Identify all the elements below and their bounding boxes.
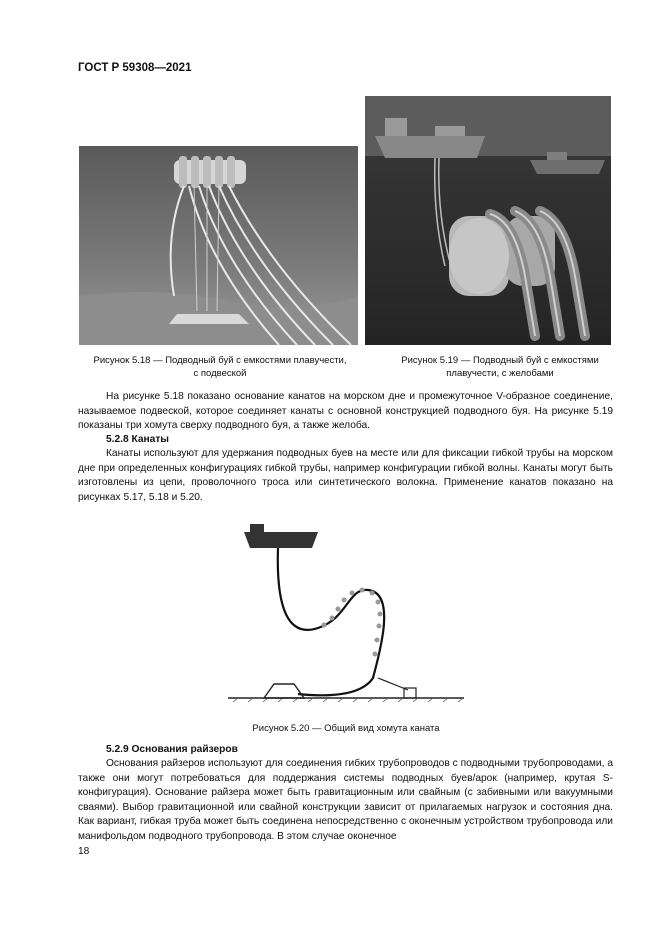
section-heading-5-2-8: 5.2.8 Канаты (106, 434, 170, 445)
paragraph-text: Основания райзеров используют для соединения гибких трубопроводов с подводными трубопроводами, а также они могут потребоваться для поддержания системы подводных буев/арок (например, крутая S-конфигурация). Основание райзера может быть гравитационным или свайным (с забивными или вакуумными сваями). Выбор гравитационной или свайной конструкции зависит от прилагаемых нагрузок и состояния дна. Как вариант, гибкая труба может быть соединена непосредственно с оконечным устройством трубопровода или манифольдом подводного трубопровода. В этом случае оконечное (78, 758, 613, 842)
paragraph-figures-description (78, 390, 613, 434)
section-heading-5-2-9: 5.2.9 Основания райзеров (106, 744, 238, 755)
figure-5-20-caption: Рисунок 5.20 — Общий вид хомута каната (252, 723, 440, 734)
rope-clamp-diagram (228, 518, 464, 714)
caption-line: Рисунок 5.18 — Подводный буй с емкостями плавучести, (93, 355, 347, 366)
paragraph-text: Канаты используют для удержания подводных буев на месте или для фиксации гибкой трубы на морском дне при определенных конфигурациях гибкой трубы, например конфигурации гибкой волны. Канаты могут быть изготовлены из цепи, проволочного троса или синтетического волокна. Применение канатов показано на рисунках 5.17, 5.18 и 5.20. (78, 448, 613, 503)
caption-line: Рисунок 5.19 — Подводный буй с емкостями (401, 355, 599, 366)
standard-header: ГОСТ Р 59308—2021 (78, 62, 192, 74)
caption-line: плавучести, с желобами (446, 368, 554, 379)
figure-5-18-photo (79, 146, 358, 345)
paragraph-text: На рисунке 5.18 показано основание канатов на морском дне и промежуточное V-образное соединение, называемое подвеской, которое соединяет канаты с основной конструкцией подводного буя. На рисунке 5.19 показаны три хомута сверху подводного буя, а также желоба. (78, 391, 613, 432)
figure-5-19-caption (370, 354, 630, 380)
buoy-with-hanger-illustration (79, 146, 358, 345)
figure-5-19-photo (365, 96, 611, 345)
figure-5-20-diagram (228, 518, 464, 714)
buoy-with-gutters-illustration (365, 96, 611, 345)
page-number: 18 (78, 846, 90, 857)
figure-5-18-caption (60, 354, 380, 380)
caption-line: с подвеской (193, 368, 247, 379)
paragraph-riser-bases (78, 757, 613, 845)
paragraph-ropes (78, 447, 613, 505)
